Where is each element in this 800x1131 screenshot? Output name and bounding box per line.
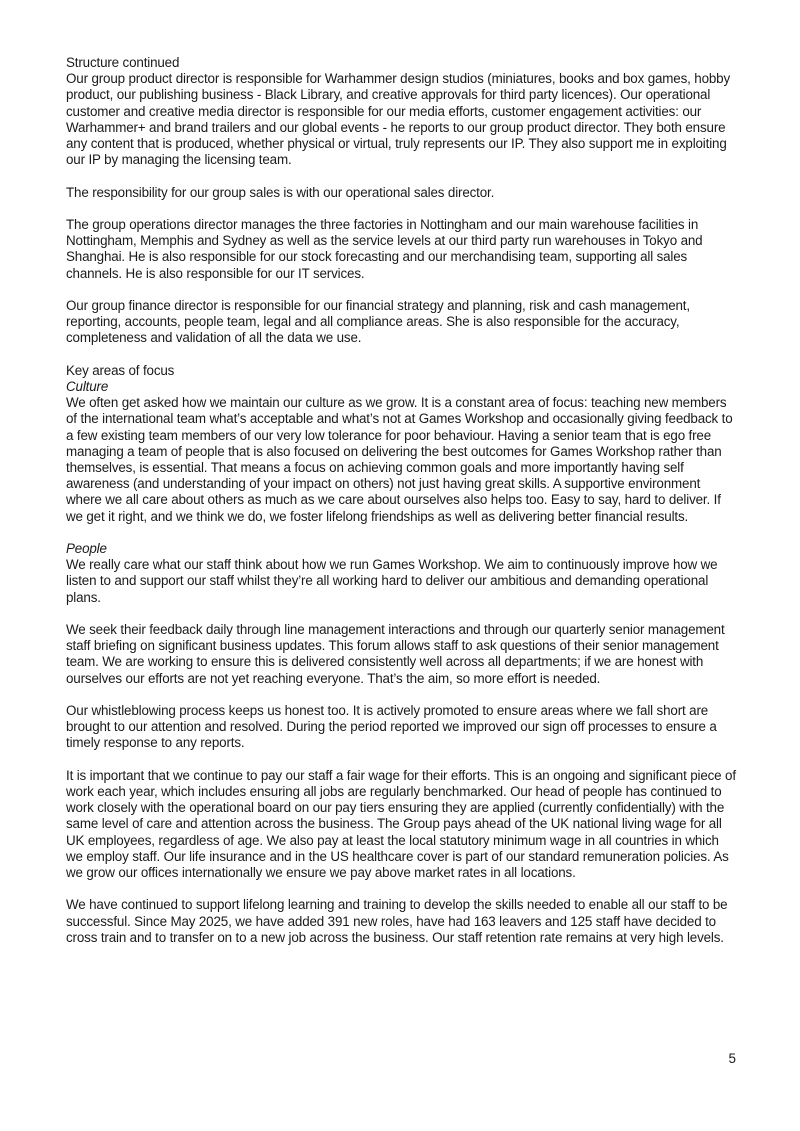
paragraph-staff-feedback: We seek their feedback daily through line management interactions and through our quarterly senior management staff briefing on significant business updates. This forum allows staff to ask questions of their senior management team. We are working to ensure this is delivered consistently well across all departments; if we are honest with ourselves our efforts are not yet reaching everyone. That’s the aim, so more effort is needed. — [66, 622, 725, 686]
paragraph-fair-wage: It is important that we continue to pay our staff a fair wage for their efforts. This is an ongoing and significant piece of work each year, which includes ensuring all jobs are regularly benchmarked. Our head of people has continued to work closely with the operational board on our pay tiers ensuring they are applied (currently confidentially) with the same level of care and attention across the business. The Group pays ahead of the UK national living wage for all UK employees, regardless of age. We also pay at least the local statutory minimum wage in all countries in which we employ staff. Our life insurance and in the US healthcare cover is part of our standard remuneration policies. As we grow our offices internationally we ensure we pay above market rates in all locations. — [66, 767, 736, 881]
section-heading-structure-continued: Structure continued — [66, 55, 180, 70]
paragraph-lifelong-learning: We have continued to support lifelong learning and training to develop the skills needed to enable all our staff to be successful. Since May 2025, we have added 391 new roles, have had 163 leavers and 125 staff have decided to cross train and to transfer on to a new job across the business. Our staff retention rate remains at very high levels. — [66, 897, 728, 945]
page-number: 5 — [728, 1051, 736, 1066]
paragraph-people-care: We really care what our staff think about how we run Games Workshop. We aim to continuously improve how we listen to and support our staff whilst they’re all working hard to deliver our ambitious and demanding operational plans. — [66, 557, 718, 605]
section-heading-key-areas-of-focus: Key areas of focus — [66, 362, 175, 378]
paragraph-group-sales: The responsibility for our group sales is with our operational sales director. — [66, 184, 495, 200]
paragraph-whistleblowing: Our whistleblowing process keeps us honest too. It is actively promoted to ensure areas where we fall short are brought to our attention and resolved. During the period reported we improved our sign off processes to ensure a timely response to any reports. — [66, 703, 717, 751]
paragraph-operations-director: The group operations director manages the three factories in Nottingham and our main warehouse facilities in Nottingham, Memphis and Sydney as well as the service levels at our third party run warehouses in Tokyo and Shanghai. He is also responsible for our stock forecasting and our merchandising team, supporting all sales channels. He is also responsible for our IT services. — [66, 217, 703, 281]
paragraph-product-director: Our group product director is responsible for Warhammer design studios (miniatures, books and box games, hobby product, our publishing business - Black Library, and creative approvals for third party licences). Our operational customer and creative media director is responsible for our media efforts, customer engagement activities: our Warhammer+ and brand trailers and our global events - he reports to our group product director. They both ensure any content that is produced, whether physical or virtual, truly represents our IP. They also support me in exploiting our IP by managing the licensing team. — [66, 71, 731, 168]
subheading-culture: Culture — [66, 379, 109, 394]
paragraph-culture: We often get asked how we maintain our culture as we grow. It is a constant area of focus: teaching new members of the international team what’s acceptable and what’s not at Games Workshop and occasionally giving feedback to a few existing team members of our very low tolerance for poor behaviour. Having a senior team that is ego free managing a team of people that is also focused on delivering the best outcomes for Games Workshop rather than themselves, is essential. That means a focus on achieving common goals and more importantly having self awareness (and understanding of your impact on others) not just having great skills. A supportive environment where we all care about others as much as we care about ourselves also helps too. Easy to say, hard to deliver. If we get it right, and we think we do, we foster lifelong friendships as well as delivering better financial results. — [66, 395, 733, 524]
page-content — [66, 55, 738, 946]
paragraph-finance-director: Our group finance director is responsible for our financial strategy and planning, risk and cash management, reporting, accounts, people team, legal and all compliance areas. She is also responsible for the accuracy, completeness and validation of all the data we use. — [66, 298, 690, 346]
subheading-people: People — [66, 541, 107, 557]
